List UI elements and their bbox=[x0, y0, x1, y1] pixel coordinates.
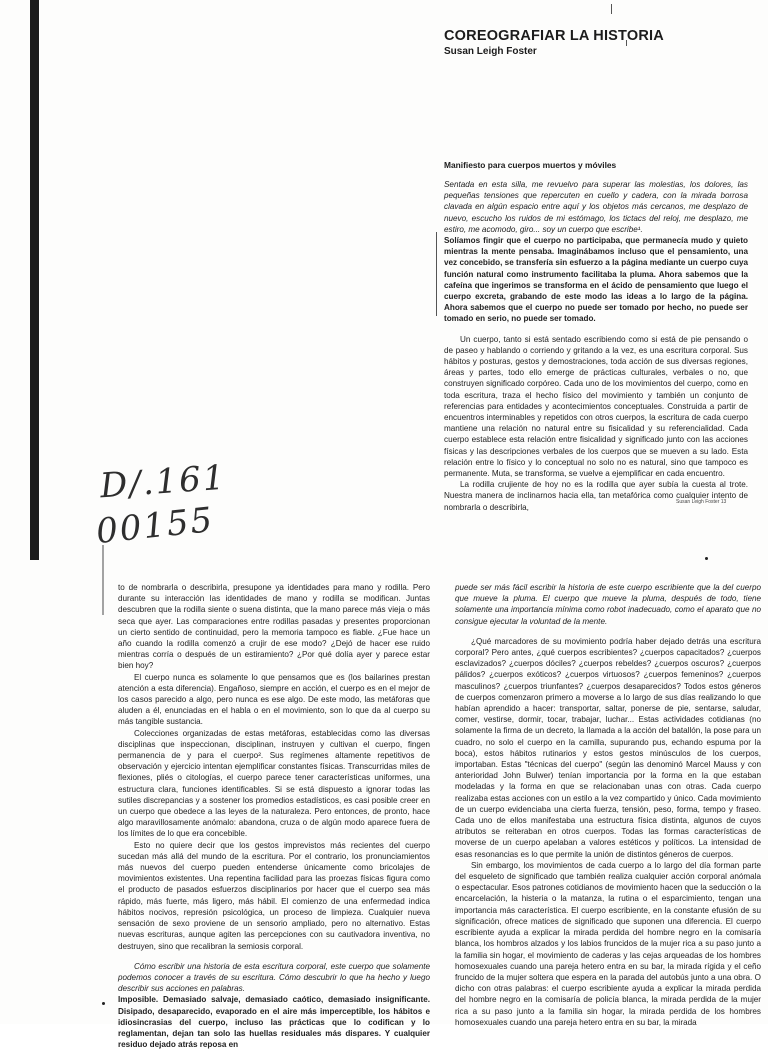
chapter-author: Susan Leigh Foster bbox=[444, 46, 537, 57]
top-right-column bbox=[444, 179, 748, 513]
paragraph: puede ser más fácil escribir la historia de este cuerpo escribiente que la del cuerpo que mueve la pluma. El cuerpo que mueve la pluma, después de todo, tiene solamente una importancia mínima como robot inadecuado, como el aparato que no consigue ejecutar la voluntad de la mente. bbox=[455, 583, 761, 626]
paragraph: La rodilla crujiente de hoy no es la rodilla que ayer subía la cuesta al trote. Nuestra manera de inclinarnos hacia ella, tan metafórica como cualquier intento de nombrarla o describirla, bbox=[444, 480, 748, 512]
paragraph: Un cuerpo, tanto si está sentado escribiendo como si está de pie pensando o de paseo y hablando o corriendo y gritando a la vez, es una escritura corporal. Sus hábitos y posturas, gestos y demostraciones, toda acción de sus diversas regiones, áreas y partes, todo ello emerge de prácticas culturales, verbales o no, que construyen significado corpóreo. Cada uno de los movimientos del cuerpo, como en toda escritura, traza el hecho físico del movimiento y también un conjunto de referencias para entidades y acontecimientos conceptuales. Construida a partir de encuentros interminables y repetidos con otros cuerpos, la escritura de cada cuerpo mantiene una relación no natural entre su fisicalidad y su referencialidad. Cada cuerpo establece esta relación entre fisicalidad y significado junto con las acciones físicas y las descripciones verbales de los cuerpos que se mueven a su lado. Esta relación entre lo físico y lo conceptual no solo no es natural, sino que tampoco es permanente. Muta, se transforma, se vuelve a ejemplificar en cada encuentro. bbox=[444, 334, 748, 479]
paragraph: Sentada en esta silla, me revuelvo para superar las molestias, los dolores, las pequeñas tensiones que repercuten en cuello y cadera, con la mirada borrosa clavada en algún espacio entre aquí y los objetos más cercanos, me desplazo de nuevo, escucho los ruidos de mi estómago, los tictacs del reloj, me desplazo, me estiro, me acomodo, giro... soy un cuerpo que escribe¹. bbox=[444, 180, 748, 234]
scan-speck bbox=[102, 1002, 105, 1005]
paragraph: El cuerpo nunca es solamente lo que pensamos que es (los bailarines prestan atención a esta diferencia). Engañoso, siempre en acción, el cuerpo es en el mejor de los casos parecido a algo, pero nunca es ese algo. De este modo, las metáforas que aluden a él, enunciadas en el habla o en el movimiento, son lo que da al cuerpo su más tangible sustancia. bbox=[118, 672, 430, 727]
binding-edge-shadow bbox=[30, 0, 39, 560]
bottom-right-column bbox=[455, 582, 761, 1028]
bottom-left-column bbox=[118, 582, 430, 1050]
running-footer: Susan Leigh Foster 13 bbox=[676, 499, 727, 505]
paragraph: Cómo escribir una historia de esta escritura corporal, este cuerpo que solamente podemos conocer a través de su escritura. Cómo descubrir lo que ha hecho y luego describir sus acciones en palabras. bbox=[118, 961, 430, 994]
section-subtitle: Manifiesto para cuerpos muertos y móviles bbox=[444, 160, 617, 170]
scan-streak bbox=[102, 545, 104, 615]
paragraph: to de nombrarla o describirla, presupone ya identidades para mano y rodilla. Pero durante su interacción las identidades de mano y rodilla se modifican. Juntas descubren que la rodilla siente o suena distinta, que la mano parece más vieja o más seca que ayer. Las comparaciones entre rodillas pasadas y presentes proporcionan un cierto sentido de continuidad, pero la memoria tampoco es fiable. ¿Fue hace un año cuando la rodilla comenzó a crujir de ese modo? ¿Dejó de hacer ese ruido mientras corría o después de un estiramiento? ¿Por qué dolía ayer y parece estar bien hoy? bbox=[118, 583, 430, 671]
chapter-title: COREOGRAFIAR LA HISTORIA bbox=[444, 28, 664, 44]
paragraph: Colecciones organizadas de estas metáforas, establecidas como las diversas disciplinas que inspeccionan, disciplinan, instruyen y cultivan el cuerpo, fingen permanencia de y para el cuerpo². Sus regímenes altamente repetitivos de observación y ejercicio intentan ejemplificar constantes físicas. Transcurridas miles de flexiones, pliés o citologías, el cuerpo parece tener características uniformes, una estructura clara, funciones identificables. Si se está dispuesto a ignorar todas las sutiles discrepancias y a sostener los promedios estadísticos, es casi posible creer en un cuerpo que obedece a las leyes de la naturaleza. Pero entonces, de pronto, hace algo maravillosamente anómalo: abandona, cruza o de algún modo aparece fuera de los límites de lo que era concebible. bbox=[118, 728, 430, 839]
scan-mark bbox=[611, 4, 612, 14]
margin-annotation-bracket bbox=[436, 232, 439, 316]
handwritten-catalog-number: D/.161 bbox=[98, 457, 228, 507]
chapter-header bbox=[444, 28, 744, 57]
paragraph: Imposible. Demasiado salvaje, demasiado caótico, demasiado insignificante. Disipado, desaparecido, evaporado en el aire más imperceptible, los hábitos e idiosincrasias del cuerpo, incluso las prácticas que lo codifican y lo reglamentan, dejan tan solo las huellas residuales más dispares. Y cualquier residuo dejado atrás reposa en bbox=[118, 995, 430, 1050]
paragraph: Sin embargo, los movimientos de cada cuerpo a lo largo del día forman parte del esqueleto de significado que también realiza cualquier acción corporal anómala o espectacular. Esos patrones cotidianos de movimiento hacen que la seducción o la encarcelación, la histeria o la matanza, la rutina o el esparcimiento, tengan una importancia más característica. El cuerpo escribiente, en la constante efusión de su significación, ofrece matices de significado que suponen una diferencia. El cuerpo escribiente ayuda a explicar la mirada perdida del hombre negro en la comisaría blanca, los hombros alzados y los labios fruncidos de la mujer rica a su paso junto a la familia sin hogar, el movimiento de caderas y las cejas arqueadas de los hombres homosexuales cuando una pareja hetero entra en su bar, la mirada rígida y el ceño fruncido de la mujer soltera que espera en la parada del autobús junto a una obra. O dicho con otras palabras: el cuerpo escribiente ayuda a explicar la mirada perdida del hombre negro en la comisaría de policía blanca, la mirada perdida de la mujer rica a su paso junto a la familia sin hogar, la mirada perdida de los hombres homosexuales cuando una pareja hetero entra en su bar, la mirada bbox=[455, 860, 761, 1027]
paragraph: Esto no quiere decir que los gestos imprevistos más recientes del cuerpo sucedan más allá del mundo de la escritura. Por el contrario, los pronunciamientos más nuevos del cuerpo pueden entenderse únicamente como bricolajes de movimientos existentes. Una repentina facilidad para las proezas físicas figura como el producto de pasados esfuerzos disciplinarios por hacer que el cuerpo sea más rápido, más fuerte, más ligero, más hábil. El comienzo de una enfermedad indica hábitos nocivos, represión psicológica, un proceso de limpieza. Cualquier nueva sensación de sexo proviene de un sensorio ampliado, pero no alternativo. Estas nuevas escrituras, aunque agiten las percepciones con su cautivadora inventiva, no destruyen, sino que recalibran la semiosis corporal. bbox=[118, 840, 430, 951]
paragraph: ¿Qué marcadores de su movimiento podría haber dejado detrás una escritura corporal? Pero antes, ¿qué cuerpos escribientes? ¿cuerpos capacitados? ¿cuerpos esclavizados? ¿cuerpos dóciles? ¿cuerpos rebeldes? ¿cuerpos oscuros? ¿cuerpos pálidos? ¿cuerpos exóticos? ¿cuerpos virtuosos? ¿cuerpos femeninos? ¿cuerpos masculinos? ¿cuerpos triunfantes? ¿cuerpos desaparecidos? Todos estos géneros de cuerpos comenzaron primero a moverse a lo largo de sus días realizando lo que habían aprendido a hacer: transportar, saltar, ponerse de pie, sentarse, saludar, comer, vestirse, dormir, tocar, trabajar, luchar... Estas actividades cotidianas (no solamente la firma de un decreto, la llamada a la acción del batallón, la pose para un cuadro, no solo el cuerpo en la camilla, supurando pus, echando espuma por la boca), estos hábitos rutinarios y estos gestos minúsculos de los cuerpos, importaban. Estas "técnicas del cuerpo" (según las denominó Marcel Mauss y con anterioridad John Bulwer) tenían importancia por la forma en la que estaban modeladas y la forma en que se relacionaban unas con otras. Cada cuerpo realizaba estas acciones con un estilo a la vez compartido y único. Cada movimiento de un cuerpo evidenciaba una cierta fuerza, tensión, peso, forma, tempo y fraseo. Cada uno de ellos manifestaba una estructura física distinta, algunos de cuyos atributos se reiteraban en otros cuerpos. Todas las formas características de moverse de un cuerpo apelaban a valores estéticos y políticos. La intensidad de esas resonancias es lo que permite la unión de distintos géneros de cuerpos. bbox=[455, 636, 761, 859]
scan-speck bbox=[705, 557, 708, 560]
handwritten-folio-number: 00155 bbox=[94, 499, 216, 553]
paragraph: Solíamos fingir que el cuerpo no participaba, que permanecía mudo y quieto mientras la mente pensaba. Imaginábamos incluso que el pensamiento, una vez concebido, se transfería sin esfuerzo a la página mediante un cuerpo cuya función natural como instrumento facilitaba la pluma. Ahora sabemos que la cafeína que ingerimos se transforma en el ácido de pensamiento que luego el cuerpo excreta, grabando de este modo las ideas a lo largo de la página. Ahora sabemos que el cuerpo no puede ser tomado por hecho, no puede ser tomado en serio, no puede ser tomado. bbox=[444, 236, 748, 324]
